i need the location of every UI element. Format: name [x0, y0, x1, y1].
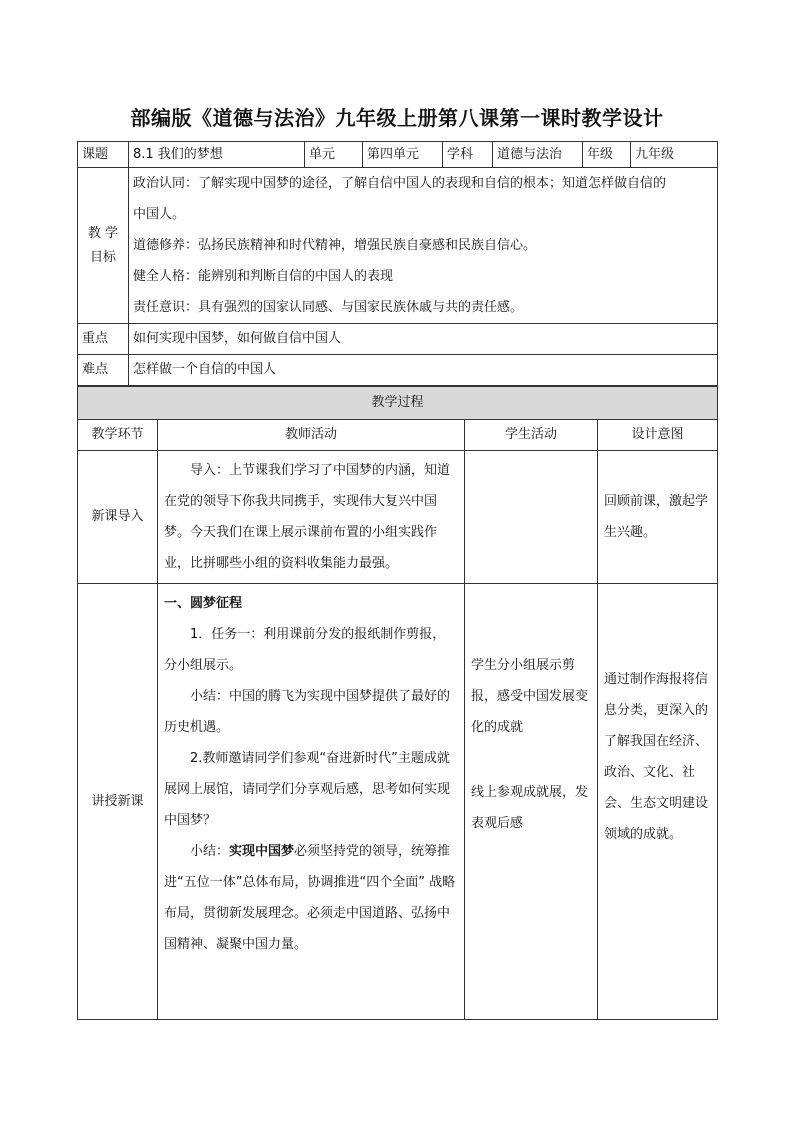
- lesson-label: 课题: [78, 142, 129, 168]
- student-text: 线上参观成就展，发表观后感: [471, 785, 589, 831]
- summary-two: [164, 836, 458, 960]
- teacher-text: 导入：上节课我们学习了中国梦的内涵，知道在党的领导下你我共同携手，实现伟大复兴中国梦。今天我们在课上展示课前布置的小组实践作业，比拼哪些小组的资料收集能力最强。: [164, 463, 451, 571]
- design-intent: [598, 451, 718, 584]
- difficulty-label: 难点: [78, 355, 129, 386]
- objective-line: 道德修养：弘扬民族精神和时代精神，增强民族自豪感和民族自信心。: [133, 238, 537, 253]
- process-heading: 教学过程: [78, 387, 718, 420]
- objectives-row: [78, 168, 718, 324]
- intent-text: 通过制作海报将信息分类，更深入的了解我国在经济、政治、文化、社会、生态文明建设领域的成就。: [604, 672, 709, 842]
- stage-label: 新课导入: [78, 451, 158, 584]
- objective-line: 健全人格：能辨别和判断自信的中国人的表现: [133, 269, 394, 284]
- process-row-new: [78, 584, 718, 1020]
- stage-label: 讲授新课: [78, 584, 158, 1020]
- column-header: 设计意图: [598, 420, 718, 451]
- objectives-label: 教 学 目标: [78, 168, 129, 324]
- task-two: 2.教师邀请同学们参观“奋进新时代”主题成就展网上展馆，请同学们分享观后感，思考如何实现中国梦？: [164, 751, 451, 828]
- process-heading-row: [78, 387, 718, 420]
- summary-label: 小结: [190, 689, 217, 704]
- summary-text: 必须坚持党的领导，统筹推进“五位一体”总体布局，协调推进“四个全面” 战略布局，贯彻新发展理念。必须走中国道路、弘扬中国精神、凝聚中国力量。: [164, 844, 456, 952]
- unit-label: 单元: [305, 142, 363, 168]
- subject-label: 学科: [443, 142, 493, 168]
- key-point-row: [78, 324, 718, 355]
- objective-line: 中国人。: [133, 207, 186, 222]
- grade-value: 九年级: [631, 142, 718, 168]
- summary-one: [164, 681, 458, 743]
- objectives-content: [129, 168, 718, 324]
- document-title: 部编版《道德与法治》九年级上册第八课第一课时教学设计: [130, 106, 664, 130]
- process-table: [77, 386, 718, 1020]
- difficulty-row: [78, 355, 718, 386]
- intent-text: 回顾前课，激起学生兴趣。: [604, 494, 709, 540]
- teacher-activity: [158, 451, 465, 584]
- teacher-activity: [158, 584, 465, 1020]
- student-activity: [465, 584, 598, 1020]
- column-header: 教师活动: [158, 420, 465, 451]
- student-text: 学生分小组展示剪报，感受中国发展变化的成就: [471, 658, 589, 735]
- student-activity: [465, 451, 598, 584]
- summary-text: ：中国的腾飞为实现中国梦提供了最好的历史机遇。: [164, 689, 451, 735]
- lesson-value: 8.1 我们的梦想: [129, 142, 305, 168]
- column-header: 学生活动: [465, 420, 598, 451]
- process-row-intro: [78, 451, 718, 584]
- key-point-value: 如何实现中国梦，如何做自信中国人: [129, 324, 718, 355]
- summary-label: 小结：: [190, 844, 230, 859]
- process-columns-row: [78, 420, 718, 451]
- grade-label: 年级: [583, 142, 631, 168]
- objective-line: 政治认同：了解实现中国梦的途径，了解自信中国人的表现和自信的根本；知道怎样做自信的: [133, 176, 667, 191]
- section-heading: 一、圆梦征程: [164, 596, 243, 611]
- unit-value: 第四单元: [363, 142, 443, 168]
- lesson-info-table: [77, 141, 718, 386]
- key-point-label: 重点: [78, 324, 129, 355]
- task-one: 1．任务一：利用课前分发的报纸制作剪报，分小组展示。: [164, 627, 446, 673]
- summary-bold: 实现中国梦: [229, 844, 295, 859]
- objective-line: 责任意识：具有强烈的国家认同感、与国家民族休戚与共的责任感。: [133, 300, 524, 315]
- column-header: 教学环节: [78, 420, 158, 451]
- header-row: [78, 142, 718, 168]
- subject-value: 道德与法治: [493, 142, 583, 168]
- design-intent: [598, 584, 718, 1020]
- difficulty-value: 怎样做一个自信的中国人: [129, 355, 718, 386]
